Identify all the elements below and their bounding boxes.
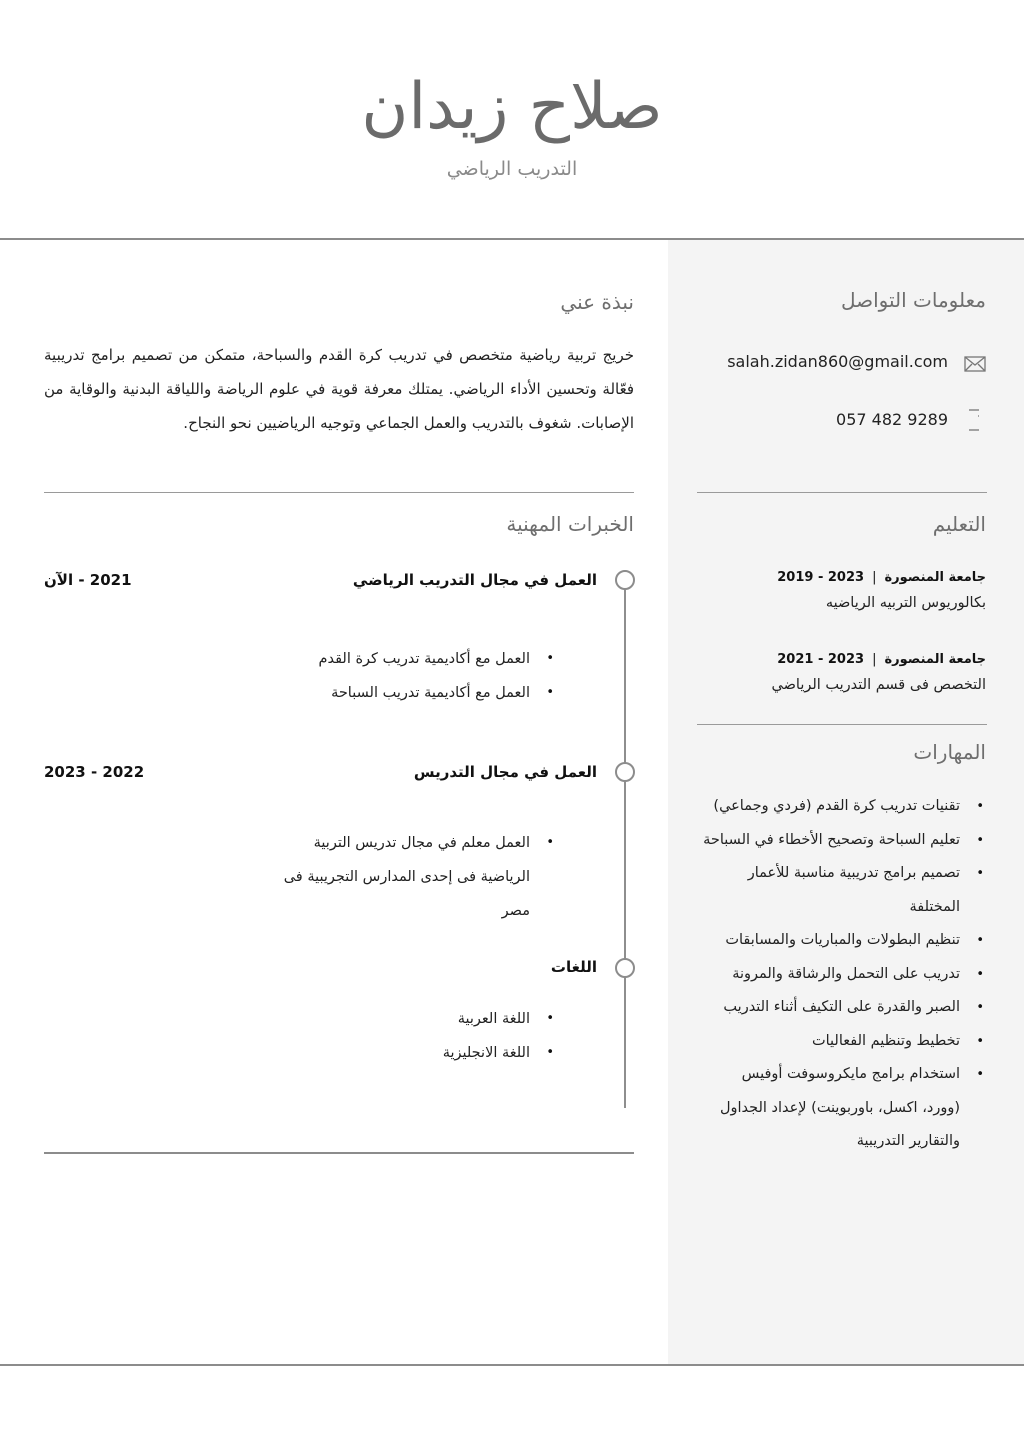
- phone-text: 057 482 9289: [836, 410, 948, 429]
- sidebar-divider: [697, 492, 987, 493]
- education-school: جامعة المنصورة: [884, 652, 986, 667]
- email-text: salah.zidan860@gmail.com: [727, 352, 948, 371]
- person-name: صلاح زيدان: [361, 70, 663, 144]
- education-entry: جامعة المنصورة|2023 - 2021 التخصص فى قسم التدريب الرياضي: [686, 652, 986, 693]
- main-divider: [44, 492, 634, 493]
- resume-header: [0, 0, 1024, 238]
- language-item: • اللغة الانجليزية: [443, 1036, 530, 1070]
- job-bullets: [318, 642, 556, 710]
- skill-item: • استخدام برامج مايكروسوفت أوفيس (وورد، اكسل، باوربوينت) لإعداد الجداول والتقارير التدريبية: [700, 1058, 960, 1159]
- job-title: العمل في مجال التدريس: [413, 763, 597, 781]
- languages-list: [443, 1002, 556, 1070]
- languages-title: اللغات: [550, 958, 597, 976]
- contact-section-title: معلومات التواصل: [840, 288, 986, 312]
- main-bottom-divider: [44, 1152, 634, 1154]
- skill-item: • تدريب على التحمل والرشاقة والمرونة: [700, 958, 960, 992]
- sidebar-divider: [697, 724, 987, 725]
- job-bullet: • العمل مع أكاديمية تدريب كرة القدم: [318, 642, 530, 676]
- job-bullet: • العمل معلم في مجال تدريس التربية الرياضية فى إحدى المدارس التجريبية فى مصر: [260, 826, 530, 928]
- skill-item: • تنظيم البطولات والمباريات والمسابقات: [700, 924, 960, 958]
- skill-item: • تخطيط وتنظيم الفعاليات: [700, 1025, 960, 1059]
- skill-item: • تعليم السباحة وتصحيح الأخطاء في السباحة: [700, 824, 960, 858]
- footer-divider: [0, 1364, 1024, 1366]
- about-text: خريج تربية رياضية متخصص في تدريب كرة القدم والسباحة، متمكن من تصميم برامج تدريبية فعّالة وتحسين الأداء الرياضي. يمتلك معرفة قوية في علوم الرياضة واللياقة البدنية والوقاية من الإصابات. شغوف بالتدريب والعمل الجماعي وتوجيه الرياضيين نحو النجاح.: [44, 346, 634, 432]
- education-years: 2023 - 2019: [777, 570, 865, 585]
- education-degree: بكالوريوس التربيه الرياضيه: [825, 595, 986, 611]
- skill-item: • الصبر والقدرة على التكيف أثناء التدريب: [700, 991, 960, 1025]
- skill-item: • تصميم برامج تدريبية مناسبة للأعمار المختلفة: [700, 857, 960, 924]
- job-dates: 2021 - الآن: [44, 571, 132, 589]
- job-bullets: [260, 826, 556, 928]
- job-dates: 2022 - 2023: [44, 763, 145, 781]
- timeline-dot: [615, 762, 635, 782]
- education-entry: جامعة المنصورة|2023 - 2019 بكالوريوس التربيه الرياضيه: [686, 570, 986, 611]
- timeline-dot: [615, 958, 635, 978]
- skills-list: [700, 790, 986, 1159]
- skill-item: • تقنيات تدريب كرة القدم (فردي وجماعي): [700, 790, 960, 824]
- timeline-dot: [615, 570, 635, 590]
- job-title: العمل في مجال التدريب الرياضي: [352, 571, 597, 589]
- education-years: 2023 - 2021: [777, 652, 865, 667]
- timeline-line: [624, 578, 626, 1108]
- education-school: جامعة المنصورة: [884, 570, 986, 585]
- job-title-subtitle: التدريب الرياضي: [446, 158, 578, 180]
- experience-section-title: الخبرات المهنية: [506, 512, 634, 536]
- education-degree: التخصص فى قسم التدريب الرياضي: [771, 677, 986, 693]
- envelope-icon: [964, 355, 986, 373]
- education-section-title: التعليم: [932, 512, 986, 536]
- phone-icon: [966, 408, 982, 434]
- language-item: • اللغة العربية: [443, 1002, 530, 1036]
- job-bullet: • العمل مع أكاديمية تدريب السباحة: [318, 676, 530, 710]
- skills-section-title: المهارات: [913, 740, 986, 764]
- about-section-title: نبذة عني: [560, 290, 634, 314]
